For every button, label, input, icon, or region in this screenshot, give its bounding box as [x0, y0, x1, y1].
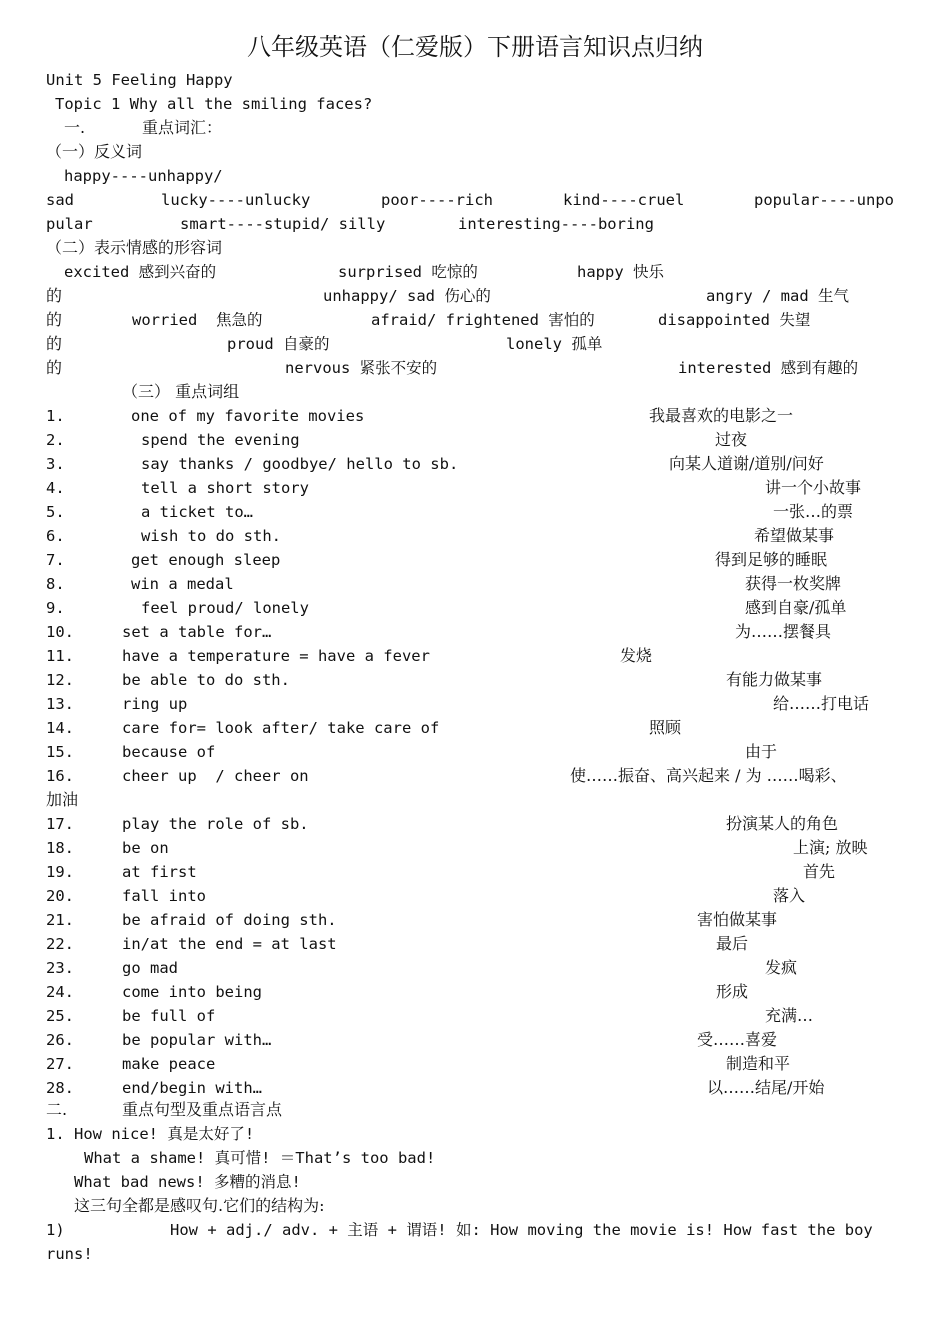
phrase-row: [0, 692, 950, 716]
phrase-row: [0, 884, 950, 908]
phrase-english: feel proud/ lonely: [141, 599, 309, 617]
phrase-number: 27.: [46, 1055, 74, 1073]
phrase-chinese: 得到足够的睡眠: [715, 550, 828, 569]
phrase-row: [0, 620, 950, 644]
phrase-row: [0, 836, 950, 860]
phrase-english: play the role of sb.: [122, 815, 309, 833]
phrase-row: [0, 980, 950, 1004]
phrase-row: [0, 812, 950, 836]
phrase-row: [0, 428, 950, 452]
phrase-row: [0, 740, 950, 764]
phrase-number: 28.: [46, 1079, 74, 1097]
phrase-chinese: 希望做某事: [754, 526, 835, 545]
phrase-chinese: 以……结尾/开始: [707, 1078, 825, 1097]
phrase-english: a ticket to…: [141, 503, 253, 521]
phrase-chinese: 给……打电话: [773, 694, 870, 713]
phrase-row: [0, 956, 950, 980]
phrase-number: 12.: [46, 671, 74, 689]
emotion-word: worried 焦急的: [132, 311, 263, 329]
phrase-chinese: 为……摆餐具: [735, 622, 832, 641]
unit-heading: Unit 5 Feeling Happy: [46, 71, 233, 89]
phrase-number: 23.: [46, 959, 74, 977]
phrase-english: because of: [122, 743, 216, 761]
sentence-line: runs!: [46, 1245, 93, 1263]
antonym-pair: sad: [46, 191, 74, 209]
phrase-number: 13.: [46, 695, 74, 713]
phrase-english: have a temperature = have a fever: [122, 647, 430, 665]
phrase-english: make peace: [122, 1055, 216, 1073]
phrase-english: win a medal: [131, 575, 234, 593]
phrase-number: 24.: [46, 983, 74, 1001]
phrase-number: 16.: [46, 767, 74, 785]
phrase-row: [0, 476, 950, 500]
phrase-row: [0, 524, 950, 548]
phrase-row: [0, 764, 950, 788]
sentence-line: 这三句全都是感叹句.它们的结构为:: [74, 1196, 325, 1215]
phrase-english: tell a short story: [141, 479, 309, 497]
phrase-row: [0, 1028, 950, 1052]
phrase-row: [0, 548, 950, 572]
phrase-row: [0, 716, 950, 740]
phrase-english: get enough sleep: [131, 551, 281, 569]
phrase-chinese: 过夜: [715, 430, 748, 449]
phrase-number: 9.: [46, 599, 65, 617]
phrase-chinese: 使……振奋、高兴起来 / 为 ……喝彩、: [570, 766, 847, 785]
phrase-chinese: 由于: [745, 742, 778, 761]
phrase-chinese: 照顾: [649, 718, 682, 737]
antonym-pair: smart----stupid/ silly: [180, 215, 386, 233]
phrase-row: [0, 1076, 950, 1100]
emotion-word: nervous 紧张不安的: [285, 359, 438, 377]
antonym-pair: poor----rich: [381, 191, 493, 209]
phrase-chinese: 充满…: [765, 1006, 814, 1025]
emotion-word: happy 快乐: [577, 263, 664, 281]
phrase-english: be full of: [122, 1007, 216, 1025]
phrase-chinese: 最后: [716, 934, 749, 953]
phrase-english: one of my favorite movies: [131, 407, 365, 425]
section1-number: 一.: [64, 118, 86, 137]
sentence-line: What bad news! 多糟的消息!: [74, 1173, 301, 1191]
emotion-word: 的: [46, 358, 63, 377]
phrase-chinese: 落入: [773, 886, 806, 905]
phrase-number: 14.: [46, 719, 74, 737]
phrase-chinese: 我最喜欢的电影之一: [649, 406, 794, 425]
phrase-chinese: 讲一个小故事: [765, 478, 862, 497]
emotion-word: lonely 孤单: [506, 335, 603, 353]
sentence-line: How + adj./ adv. + 主语 + 谓语! 如: How moving the movie is! How fast the boy: [170, 1221, 873, 1239]
sentence-line: 1. How nice! 真是太好了!: [46, 1125, 255, 1143]
phrase-row: [0, 860, 950, 884]
phrase-english: ring up: [122, 695, 188, 713]
phrase-english: set a table for…: [122, 623, 272, 641]
section2-number: 二.: [46, 1100, 68, 1119]
phrase-chinese: 受……喜爱: [697, 1030, 778, 1049]
phrase-english: come into being: [122, 983, 262, 1001]
phrase-row: [0, 572, 950, 596]
phrase-english: spend the evening: [141, 431, 300, 449]
emotion-word: disappointed 失望: [658, 311, 811, 329]
phrase-number: 11.: [46, 647, 74, 665]
phrase-number: 7.: [46, 551, 65, 569]
emotions-heading: （二）表示情感的形容词: [46, 238, 223, 257]
phrase-english: wish to do sth.: [141, 527, 281, 545]
phrase-row: [0, 452, 950, 476]
antonym-pair: pular: [46, 215, 93, 233]
phrase-number: 25.: [46, 1007, 74, 1025]
emotion-word: interested 感到有趣的: [678, 359, 859, 377]
phrase-english: in/at the end = at last: [122, 935, 337, 953]
phrase-english: end/begin with…: [122, 1079, 262, 1097]
document-title: 八年级英语（仁爱版）下册语言知识点归纳: [247, 33, 703, 61]
phrase-english: at first: [122, 863, 197, 881]
phrase-chinese: 发疯: [765, 958, 798, 977]
phrase-chinese: 加油: [46, 790, 79, 809]
phrase-number: 2.: [46, 431, 65, 449]
emotion-word: proud 自豪的: [227, 335, 330, 353]
emotion-word: 的: [46, 286, 63, 305]
phrase-row: [0, 404, 950, 428]
phrase-number: 22.: [46, 935, 74, 953]
phrase-number: 21.: [46, 911, 74, 929]
phrase-row: [0, 1052, 950, 1076]
phrase-number: 10.: [46, 623, 74, 641]
phrase-number: 6.: [46, 527, 65, 545]
phrase-english: cheer up / cheer on: [122, 767, 309, 785]
emotion-word: excited 感到兴奋的: [64, 263, 217, 281]
phrase-chinese: 获得一枚奖牌: [745, 574, 842, 593]
emotion-word: angry / mad 生气: [706, 287, 849, 305]
phrase-row: [0, 1004, 950, 1028]
sentence-line: What a shame! 真可惜! ＝That’s too bad!: [84, 1149, 436, 1167]
emotion-word: 的: [46, 310, 63, 329]
phrase-number: 3.: [46, 455, 65, 473]
section1-label: 重点词汇：: [142, 118, 223, 137]
phrase-row: [0, 596, 950, 620]
section2-label: 重点句型及重点语言点: [122, 1100, 283, 1119]
antonym-pair: lucky----unlucky: [161, 191, 311, 209]
phrase-number: 4.: [46, 479, 65, 497]
phrase-chinese: 形成: [716, 982, 749, 1001]
antonym-pair: popular----unpo: [754, 191, 894, 209]
phrase-chinese: 有能力做某事: [726, 670, 823, 689]
phrase-number: 8.: [46, 575, 65, 593]
phrase-english: say thanks / goodbye/ hello to sb.: [141, 455, 459, 473]
phrase-row: [0, 908, 950, 932]
phrase-english: be afraid of doing sth.: [122, 911, 337, 929]
emotion-word: afraid/ frightened 害怕的: [371, 311, 595, 329]
phrase-number: 1.: [46, 407, 65, 425]
phrase-number: 26.: [46, 1031, 74, 1049]
phrase-english: fall into: [122, 887, 206, 905]
phrase-english: care for= look after/ take care of: [122, 719, 440, 737]
phrase-row: [0, 668, 950, 692]
phrase-chinese: 一张…的票: [773, 502, 854, 521]
phrase-row: [0, 644, 950, 668]
phrase-row: [0, 932, 950, 956]
phrase-chinese: 扮演某人的角色: [726, 814, 839, 833]
antonyms-heading: （一）反义词: [46, 142, 143, 161]
phrase-number: 19.: [46, 863, 74, 881]
topic-heading: Topic 1 Why all the smiling faces?: [55, 95, 373, 113]
emotion-word: 的: [46, 334, 63, 353]
sentence-number: 1): [46, 1221, 65, 1239]
phrase-english: go mad: [122, 959, 178, 977]
antonym-pair: interesting----boring: [458, 215, 654, 233]
phrase-row: [0, 788, 950, 812]
emotion-word: unhappy/ sad 伤心的: [323, 287, 491, 305]
phrase-chinese: 感到自豪/孤单: [745, 598, 847, 617]
phrase-number: 17.: [46, 815, 74, 833]
phrase-english: be able to do sth.: [122, 671, 290, 689]
phrase-chinese: 制造和平: [726, 1054, 791, 1073]
phrases-heading: （三） 重点词组: [122, 382, 240, 401]
emotion-word: surprised 吃惊的: [338, 263, 478, 281]
phrase-number: 18.: [46, 839, 74, 857]
phrase-chinese: 害怕做某事: [697, 910, 778, 929]
antonym-pair: kind----cruel: [563, 191, 685, 209]
antonym-pair: happy----unhappy/: [64, 167, 223, 185]
phrase-number: 5.: [46, 503, 65, 521]
phrase-chinese: 上演; 放映: [793, 838, 868, 857]
phrase-number: 20.: [46, 887, 74, 905]
phrase-number: 15.: [46, 743, 74, 761]
phrase-row: [0, 500, 950, 524]
phrase-chinese: 发烧: [620, 646, 653, 665]
phrase-chinese: 向某人道谢/道别/问好: [669, 454, 824, 473]
phrase-english: be popular with…: [122, 1031, 272, 1049]
phrase-english: be on: [122, 839, 169, 857]
phrase-chinese: 首先: [803, 862, 836, 881]
